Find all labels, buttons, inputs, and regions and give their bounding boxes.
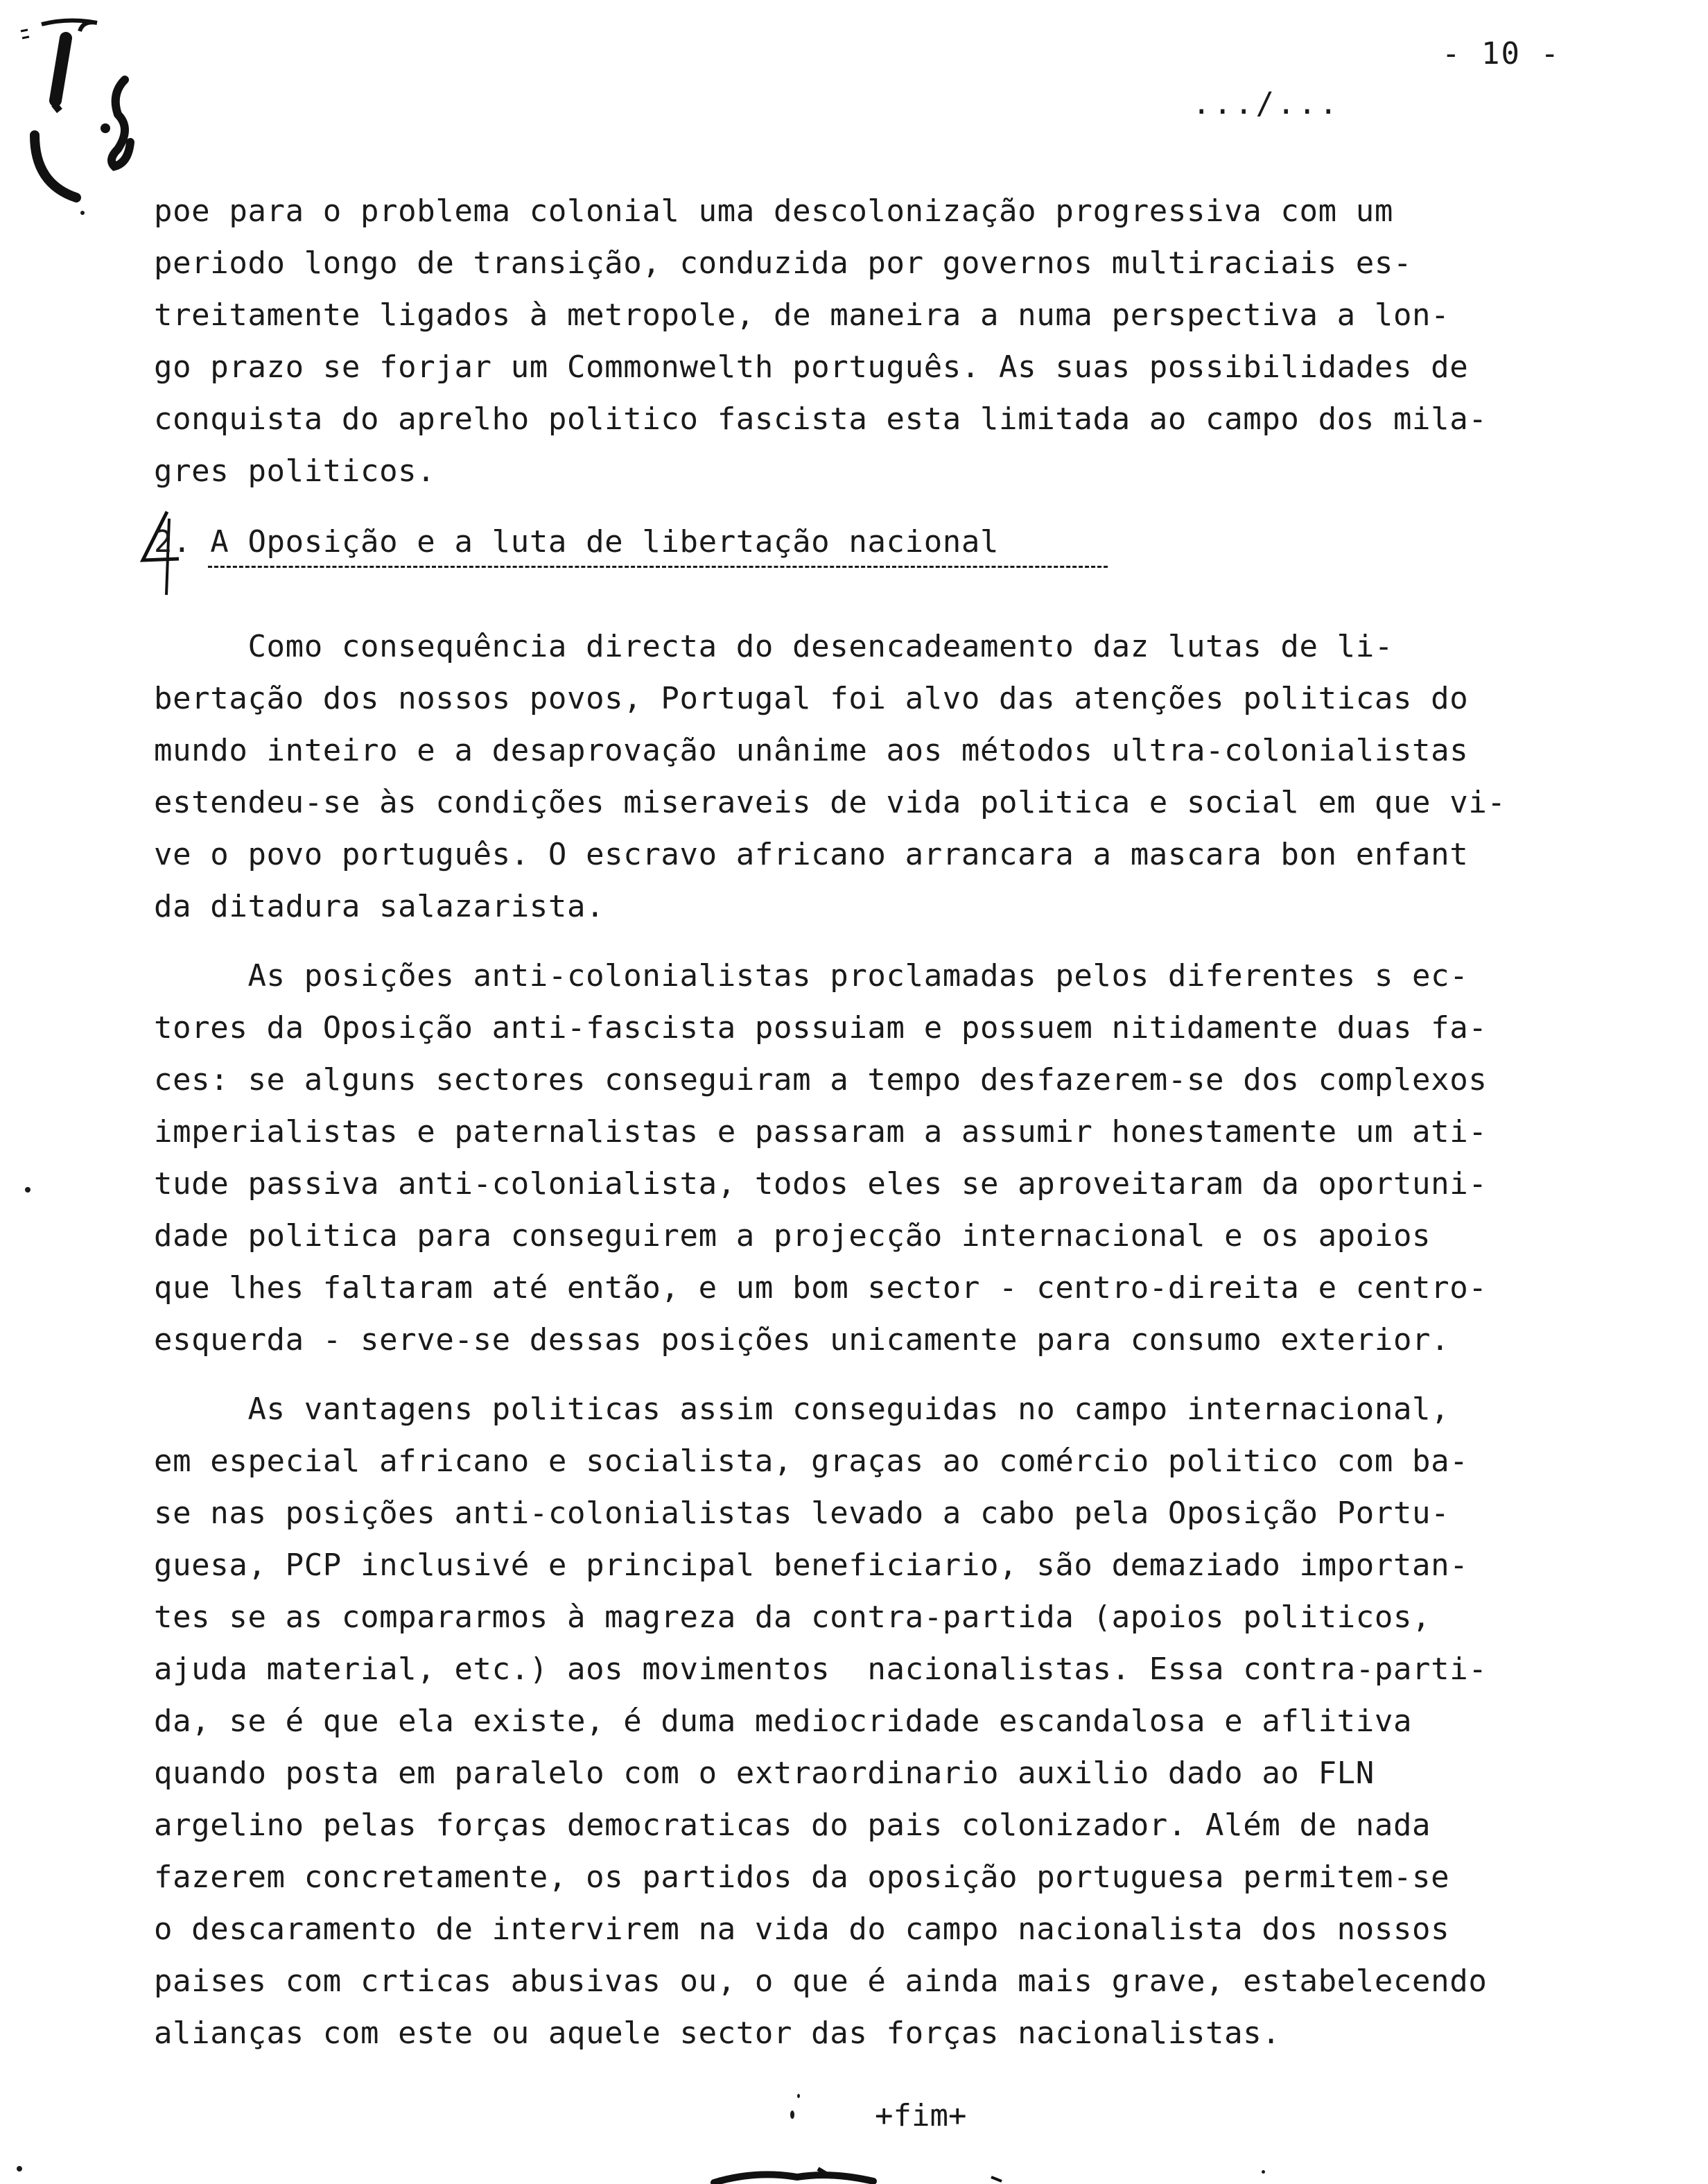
text-line: bertação dos nossos povos, Portugal foi alvo das atenções politicas do	[154, 681, 1469, 716]
scan-smudge-icon	[693, 2156, 1317, 2184]
ink-speck	[25, 1187, 31, 1193]
section-heading	[154, 524, 999, 560]
text-line: periodo longo de transição, conduzida por governos multiraciais es-	[154, 245, 1413, 281]
text-line: go prazo se forjar um Commonwelth português. As suas possibilidades de	[154, 349, 1469, 385]
ink-speck	[80, 211, 85, 215]
text-line: da ditadura salazarista.	[154, 889, 605, 924]
text-line: tes se as compararmos à magreza da contra-partida (apoios politicos,	[154, 1600, 1431, 1635]
section-number: 2.	[154, 524, 192, 560]
end-mark: +fim+	[875, 2098, 967, 2133]
section-underline	[208, 566, 1108, 568]
text-line: dade politica para conseguirem a projecção internacional e os apoios	[154, 1218, 1431, 1254]
text-line: As posições anti-colonialistas proclamadas pelos diferentes s ec-	[154, 958, 1469, 994]
text-line: esquerda - serve-se dessas posições unicamente para consumo exterior.	[154, 1322, 1450, 1358]
ink-speck	[790, 2111, 794, 2119]
section-title: A Oposição e a luta de libertação nacional	[210, 524, 1000, 560]
text-line: ajuda material, etc.) aos movimentos nacionalistas. Essa contra-parti-	[154, 1652, 1488, 1687]
text-line: estendeu-se às condições miseraveis de vida politica e social em que vi-	[154, 785, 1506, 820]
text-line: quando posta em paralelo com o extraordinario auxilio dado ao FLN	[154, 1756, 1375, 1791]
text-line: em especial africano e socialista, graças ao comércio politico com ba-	[154, 1444, 1469, 1479]
text-line: ces: se alguns sectores conseguiram a tempo desfazerem-se dos complexos	[154, 1062, 1488, 1098]
text-line: argelino pelas forças democraticas do pais colonizador. Além de nada	[154, 1808, 1431, 1843]
handwritten-annotation-icon	[14, 10, 166, 205]
text-line: da, se é que ela existe, é duma mediocridade escandalosa e aflitiva	[154, 1704, 1413, 1739]
text-line: gres politicos.	[154, 453, 436, 489]
text-line: tude passiva anti-colonialista, todos eles se aproveitaram da oportuni-	[154, 1166, 1488, 1202]
ink-speck	[17, 2166, 22, 2172]
text-line: o descaramento de intervirem na vida do campo nacionalista dos nossos	[154, 1912, 1450, 1947]
text-line: se nas posições anti-colonialistas levado a cabo pela Oposição Portu-	[154, 1496, 1450, 1531]
text-line: guesa, PCP inclusivé e principal beneficiario, são demaziado importan-	[154, 1548, 1469, 1583]
text-line: conquista do aprelho politico fascista esta limitada ao campo dos mila-	[154, 401, 1488, 437]
continuation-mark: .../...	[1192, 86, 1341, 121]
text-line: As vantagens politicas assim conseguidas no campo internacional,	[154, 1392, 1450, 1427]
text-line: tores da Oposição anti-fascista possuiam e possuem nitidamente duas fa-	[154, 1010, 1488, 1046]
text-line: ve o povo português. O escravo africano arrancara a mascara bon enfant	[154, 837, 1469, 872]
text-line: treitamente ligados à metropole, de maneira a numa perspectiva a lon-	[154, 297, 1450, 333]
text-line: imperialistas e paternalistas e passaram a assumir honestamente um ati-	[154, 1114, 1488, 1150]
text-line: paises com crticas abusivas ou, o que é ainda mais grave, estabelecendo	[154, 1964, 1488, 1999]
text-line: poe para o problema colonial uma descolonização progressiva com um	[154, 193, 1393, 229]
text-line: mundo inteiro e a desaprovação unânime aos métodos ultra-colonialistas	[154, 733, 1469, 768]
page-number: - 10 -	[1442, 36, 1560, 71]
text-line: que lhes faltaram até então, e um bom sector - centro-direita e centro-	[154, 1270, 1488, 1306]
text-line: fazerem concretamente, os partidos da oposição portuguesa permitem-se	[154, 1860, 1450, 1895]
text-line: alianças com este ou aquele sector das forças nacionalistas.	[154, 2016, 1281, 2051]
ink-speck	[797, 2094, 800, 2098]
text-line: Como consequência directa do desencadeamento daz lutas de li-	[154, 629, 1393, 664]
